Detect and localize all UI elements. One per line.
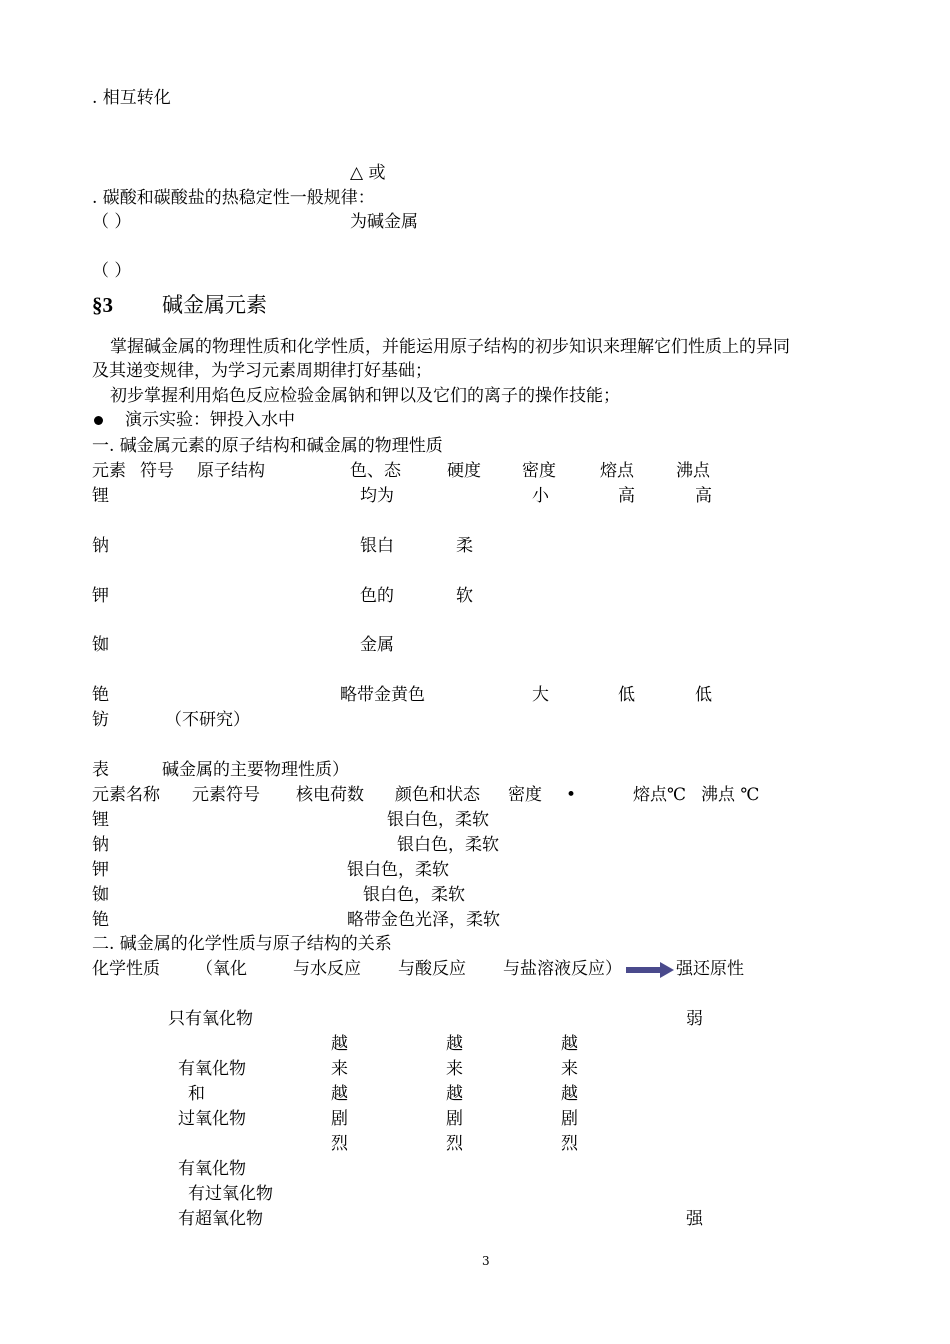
line-mutual-conversion: . 相互转化: [92, 88, 171, 108]
arrow-right-icon: [626, 962, 674, 978]
row-bp-cs: 低: [695, 685, 712, 705]
t2-header-name: 元素名称: [92, 785, 160, 805]
row-element-rb: 铷: [92, 635, 109, 655]
label-weak: 弱: [686, 1009, 703, 1029]
col2-char-4: 剧: [446, 1109, 463, 1129]
label-strong: 强: [686, 1209, 703, 1229]
t2-row-el-li: 锂: [92, 810, 109, 830]
col1-char-4: 剧: [331, 1109, 348, 1129]
row-color-na: 银白: [360, 536, 394, 556]
intro-paragraph-2: 初步掌握利用焰色反应检验金属钠和钾以及它们的离子的操作技能；: [110, 386, 620, 406]
demo-experiment: 演示实验：钾投入水中: [125, 410, 295, 430]
row-element-cs: 铯: [92, 685, 109, 705]
ox-peroxide: 过氧化物: [178, 1109, 246, 1129]
row-color-li: 均为: [360, 486, 394, 506]
row-color-rb: 金属: [360, 635, 394, 655]
t2-row-state-na: 银白色，柔软: [397, 835, 499, 855]
t2-row-el-na: 钠: [92, 835, 109, 855]
line-paren-2: （ ）: [92, 261, 132, 281]
t2-row-el-k: 钾: [92, 860, 109, 880]
row-bp-li: 高: [695, 486, 712, 506]
col1-char-5: 烈: [331, 1134, 348, 1154]
part1-heading: 一. 碱金属元素的原子结构和碱金属的物理性质: [92, 436, 443, 456]
t2-row-state-rb: 银白色，柔软: [363, 885, 465, 905]
row-mp-li: 高: [618, 486, 635, 506]
page-number: 3: [482, 1254, 490, 1268]
line-alkali-metal-note: 为碱金属: [350, 212, 418, 232]
table-caption-label: 表: [92, 760, 109, 780]
p2-header-acid: 与酸反应: [398, 959, 466, 979]
row-color-cs: 略带金黄色: [340, 685, 425, 705]
col1-char-1: 越: [331, 1034, 348, 1054]
bullet-icon: [94, 416, 103, 425]
t2-header-symbol: 元素符号: [192, 785, 260, 805]
section-number: §3: [92, 293, 113, 317]
col3-char-4: 剧: [561, 1109, 578, 1129]
col1-char-2: 来: [331, 1059, 348, 1079]
line-carbonate-stability: . 碳酸和碳酸盐的热稳定性一般规律：: [92, 188, 375, 208]
p2-header-salt: 与盐溶液反应）: [503, 959, 622, 979]
intro-paragraph-1b: 及其递变规律，为学习元素周期律打好基础；: [92, 361, 432, 381]
line-heat-or: △ 或: [350, 163, 386, 183]
t2-row-state-cs: 略带金色光泽，柔软: [347, 910, 500, 930]
row-density-cs: 大: [532, 685, 549, 705]
row-color-k: 色的: [360, 586, 394, 606]
row-element-na: 钠: [92, 536, 109, 556]
col3-char-5: 烈: [561, 1134, 578, 1154]
header-hardness: 硬度: [447, 461, 481, 481]
t2-header-bp: 沸点 ℃: [701, 785, 760, 805]
col3-char-2: 来: [561, 1059, 578, 1079]
p2-header-chem: 化学性质: [92, 959, 160, 979]
row-element-li: 锂: [92, 486, 109, 506]
section-title: 碱金属元素: [162, 293, 267, 317]
row-element-k: 钾: [92, 586, 109, 606]
col1-char-3: 越: [331, 1084, 348, 1104]
table-caption: 碱金属的主要物理性质）: [162, 760, 349, 780]
row-element-fr: 钫: [92, 710, 109, 730]
ox-has-superoxide: 有超氧化物: [178, 1209, 263, 1229]
intro-paragraph-1a: 掌握碱金属的物理性质和化学性质，并能运用原子结构的初步知识来理解它们性质上的异同: [110, 337, 790, 357]
col2-char-1: 越: [446, 1034, 463, 1054]
t2-header-dot: •: [566, 785, 577, 805]
header-color-state: 色、态: [350, 461, 401, 481]
t2-header-density: 密度: [508, 785, 542, 805]
col3-char-3: 越: [561, 1084, 578, 1104]
ox-has-oxide: 有氧化物: [178, 1059, 246, 1079]
ox-has-peroxide: 有过氧化物: [188, 1184, 273, 1204]
t2-row-state-k: 银白色，柔软: [347, 860, 449, 880]
header-density: 密度: [522, 461, 556, 481]
col2-char-3: 越: [446, 1084, 463, 1104]
col3-char-1: 越: [561, 1034, 578, 1054]
t2-row-state-li: 银白色，柔软: [387, 810, 489, 830]
p2-header-water: 与水反应: [293, 959, 361, 979]
t2-header-color-state: 颜色和状态: [395, 785, 480, 805]
col2-char-2: 来: [446, 1059, 463, 1079]
p2-header-reducing: 强还原性: [676, 959, 744, 979]
t2-header-charge: 核电荷数: [296, 785, 364, 805]
part2-heading: 二. 碱金属的化学性质与原子结构的关系: [92, 934, 392, 954]
t2-row-el-rb: 铷: [92, 885, 109, 905]
header-symbol: 符号: [140, 461, 174, 481]
row-hard-k: 软: [456, 586, 473, 606]
t2-row-el-cs: 铯: [92, 910, 109, 930]
row-mp-cs: 低: [618, 685, 635, 705]
t2-header-mp: 熔点℃: [633, 785, 687, 805]
line-paren-1: （ ）: [92, 212, 132, 232]
row-density-li: 小: [532, 486, 549, 506]
ox-and: 和: [188, 1084, 205, 1104]
col2-char-5: 烈: [446, 1134, 463, 1154]
header-element: 元素: [92, 461, 126, 481]
header-atomic-structure: 原子结构: [197, 461, 265, 481]
header-melting-point: 熔点: [600, 461, 634, 481]
ox-has-oxide-2: 有氧化物: [178, 1159, 246, 1179]
row-note-fr: （不研究）: [165, 710, 250, 730]
ox-only-oxide: 只有氧化物: [168, 1009, 253, 1029]
row-hard-na: 柔: [456, 536, 473, 556]
header-boiling-point: 沸点: [676, 461, 710, 481]
p2-header-oxidation: （氧化: [196, 959, 247, 979]
